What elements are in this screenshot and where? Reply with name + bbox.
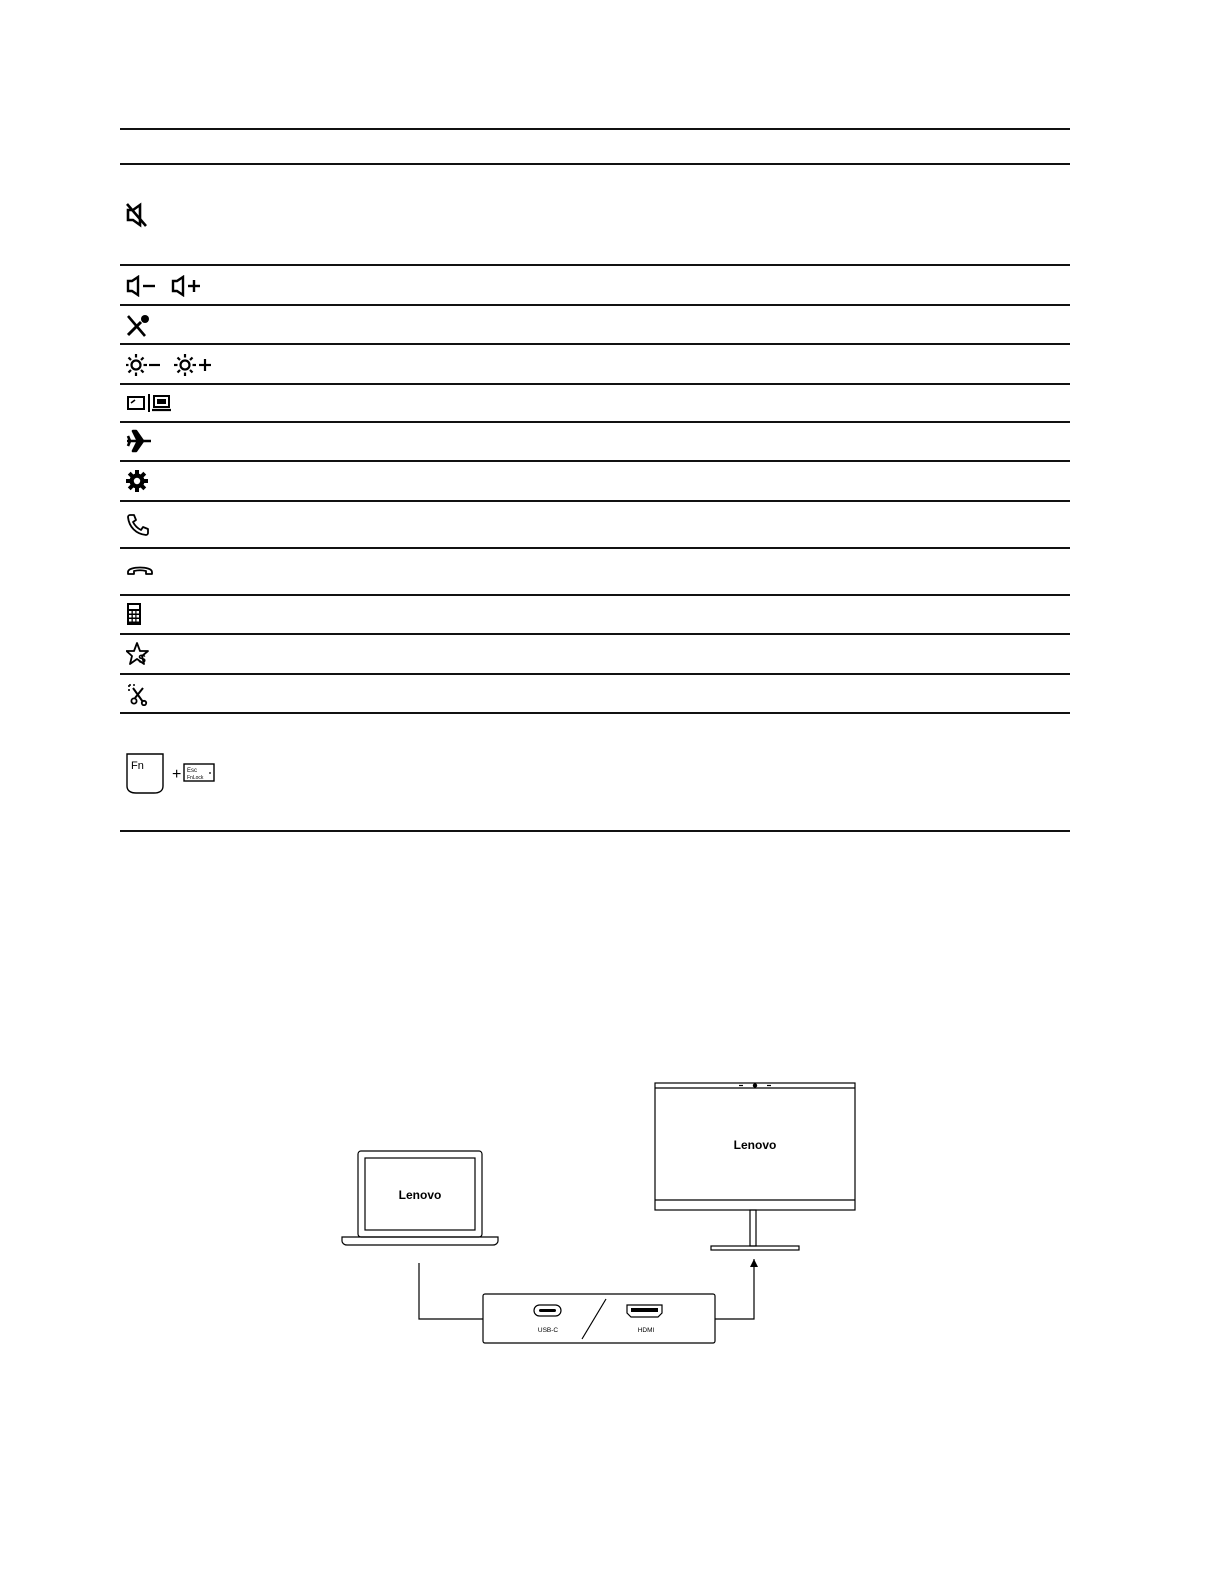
hdmi-port-icon (627, 1305, 662, 1317)
hdmi-port-label: HDMI (637, 1327, 655, 1334)
monitor-brand-logo: Lenovo (733, 1138, 777, 1152)
usbc-port-icon (534, 1305, 561, 1316)
snipping-tool-icon (126, 682, 150, 706)
table-bottom-border (120, 830, 1070, 832)
usb-c-to-hdmi-connection-diagram (330, 1075, 870, 1355)
brightness-down-up-icon (126, 353, 218, 377)
star-s-icon (126, 642, 152, 666)
connection-cables (419, 1259, 754, 1319)
settings-gear-icon (126, 470, 148, 492)
airplane-mode-icon (126, 429, 152, 453)
esc-key-label: Esc (187, 768, 198, 774)
esc-key-sublabel: FnLock (187, 775, 204, 781)
arrow-up-icon (750, 1259, 758, 1267)
usbc-port-label: USB-C (537, 1327, 559, 1334)
monitor-illustration (655, 1083, 855, 1250)
speaker-mute-icon (126, 202, 150, 228)
calculator-icon (126, 602, 142, 626)
fn-esc-keys-icon (126, 753, 226, 797)
laptop-brand-logo: Lenovo (398, 1188, 442, 1202)
fn-key-label: Fn (131, 760, 144, 772)
table-top-border (120, 128, 1070, 130)
svg-text:S: S (138, 652, 147, 666)
table-header-divider (120, 163, 1070, 165)
plus-symbol: + (172, 766, 182, 783)
usbc-hdmi-adapter (483, 1294, 715, 1343)
phone-hangup-icon (126, 563, 154, 577)
microphone-mute-icon (126, 314, 152, 338)
volume-down-up-icon (126, 275, 216, 297)
phone-answer-icon (126, 513, 152, 537)
display-mode-icon (126, 393, 174, 413)
